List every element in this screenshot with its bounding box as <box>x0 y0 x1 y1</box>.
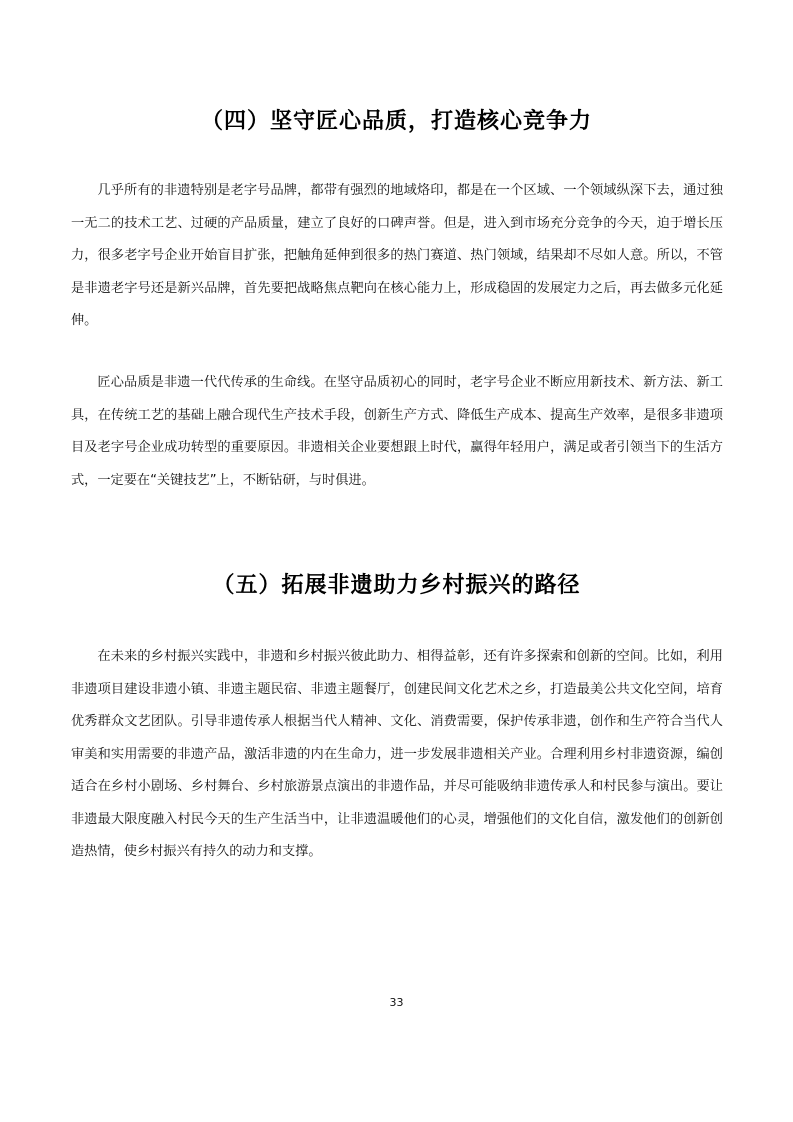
paragraph: 在未来的乡村振兴实践中，非遗和乡村振兴彼此助力、相得益彰，还有许多探索和创新的空间。比如，利用非遗项目建设非遗小镇、非遗主题民宿、非遗主题餐厅，创建民间文化艺术之乡，打造最美公共文化空间，培育优秀群众文艺团队。引导非遗传承人根据当代人精神、文化、消费需要，保护传承非遗，创作和生产符合当代人审美和实用需要的非遗产品，激活非遗的内在生命力，进一步发展非遗相关产业。合理利用乡村非遗资源，编创适合在乡村小剧场、乡村舞台、乡村旅游景点演出的非遗作品，并尽可能吸纳非遗传承人和村民参与演出。要让非遗最大限度融入村民今天的生产生活当中，让非遗温暖他们的心灵，增强他们的文化自信，激发他们的创新创造热情，使乡村振兴有持久的动力和支撑。 <box>71 649 723 859</box>
section-heading-4: （四）坚守匠心品质，打造核心竞争力 <box>200 109 592 134</box>
page-number: 33 <box>389 996 404 1009</box>
paragraph: 几乎所有的非遗特别是老字号品牌，都带有强烈的地域烙印，都是在一个区域、一个领域纵深下去，通过独一无二的技术工艺、过硬的产品质量，建立了良好的口碑声誉。但是，进入到市场充分竞争的今天，迫于增长压力，很多老字号企业开始盲目扩张，把触角延伸到很多的热门赛道、热门领域，结果却不尽如人意。所以，不管是非遗老字号还是新兴品牌，首先要把战略焦点靶向在核心能力上，形成稳固的发展定力之后，再去做多元化延伸。 <box>71 183 723 328</box>
paragraph: 匠心品质是非遗一代代传承的生命线。在坚守品质初心的同时，老字号企业不断应用新技术、新方法、新工具，在传统工艺的基础上融合现代生产技术手段，创新生产方式、降低生产成本、提高生产效率，是很多非遗项目及老字号企业成功转型的重要原因。非遗相关企业要想跟上时代，赢得年轻用户，满足或者引领当下的生活方式，一定要在“关键技艺”上，不断钻研，与时俱进。 <box>71 375 723 488</box>
section-heading-5: （五）拓展非遗助力乡村振兴的路径 <box>212 573 581 598</box>
